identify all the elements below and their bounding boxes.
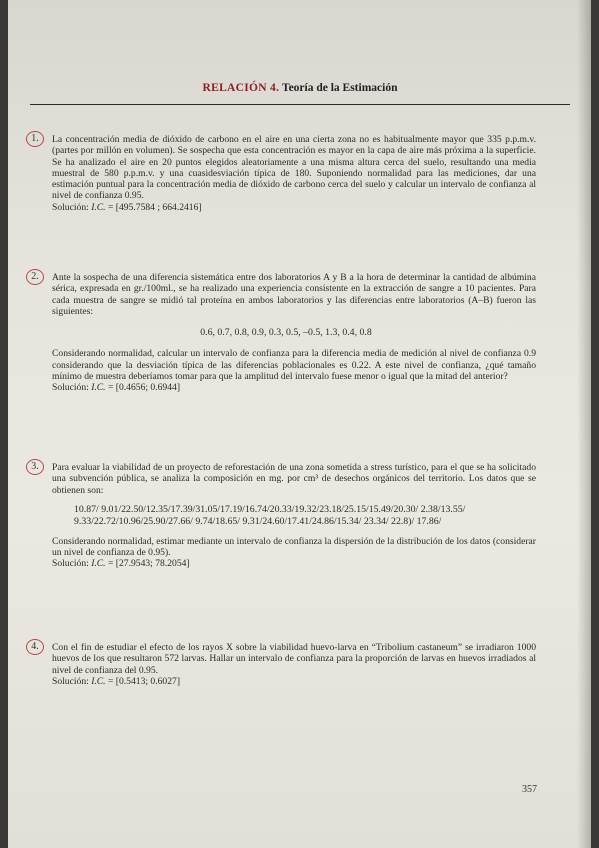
problem-number-2: 2. bbox=[26, 269, 44, 285]
solution-ic: I.C. bbox=[91, 201, 106, 213]
problem-1 bbox=[31, 133, 536, 213]
solution-value: = [27.9543; 78.2054] bbox=[107, 558, 190, 570]
solution-value: = [495.7584 ; 664.2416] bbox=[107, 201, 202, 213]
page-header bbox=[30, 82, 570, 105]
problem-2-statement: Ante la sospecha de una diferencia sistemática entre dos laboratorios A y B a la hora de determinar la cantidad de albúmina sérica, expresada en gr./100ml., se ha realizado una experiencia consistente en la extracción de sangre a 10 pacientes. Para cada muestra de sangre se midió tal proteína en ambos laboratorios y las diferencias entre laboratorios (A–B) fueron las siguientes: bbox=[52, 272, 536, 317]
page-number: 357 bbox=[522, 784, 537, 795]
solution-label: Solución: bbox=[52, 382, 89, 394]
solution-label: Solución: bbox=[52, 558, 89, 570]
problem-4 bbox=[31, 641, 536, 687]
solution-ic: I.C. bbox=[91, 382, 106, 394]
problem-number-1: 1. bbox=[26, 131, 44, 147]
header-prefix: RELACIÓN 4. bbox=[202, 82, 280, 94]
problem-2-solution bbox=[36, 382, 536, 393]
problem-number-4: 4. bbox=[26, 639, 44, 655]
problem-2-data: 0.6, 0.7, 0.8, 0.9, 0.3, 0.5, –0.5, 1.3, 0.4, 0.8 bbox=[200, 327, 372, 339]
document-page bbox=[8, 0, 591, 848]
problem-3-question: Considerando normalidad, estimar mediante un intervalo de confianza la dispersión de la distribución de los datos (considerar un nivel de confianza de 0.95). bbox=[52, 535, 536, 559]
solution-label: Solución: bbox=[52, 201, 89, 213]
problem-3 bbox=[31, 461, 536, 570]
problem-2-question: Considerando normalidad, calcular un intervalo de confianza para la diferencia media de medición al nivel de confianza 0.9 considerando que la desviación típica de las diferencias poblacionales es 0.22. A este nivel de confianza, ¿qué tamaño mínimo de muestra deberíamos tomar para que la amplitud del intervalo fuese menor o igual que la mitad del anterior? bbox=[52, 348, 536, 383]
header-title: Teoría de la Estimación bbox=[281, 82, 398, 94]
solution-ic: I.C. bbox=[91, 675, 106, 687]
solution-label: Solución: bbox=[52, 675, 89, 687]
problem-3-solution bbox=[36, 558, 536, 569]
problem-2 bbox=[31, 271, 536, 394]
problem-4-statement: Con el fin de estudiar el efecto de los rayos X sobre la viabilidad huevo-larva en “Tribolium castaneum” se irradiaron 1000 huevos de los que resultaron 572 larvas. Hallar un intervalo de confianza para la proporción de larvas en huevos irradiados al nivel de confianza del 0.95. bbox=[52, 642, 536, 676]
solution-ic: I.C. bbox=[91, 558, 106, 570]
problem-1-solution bbox=[36, 202, 536, 213]
solution-value: = [0.5413; 0.6027] bbox=[107, 675, 181, 687]
problem-number-3: 3. bbox=[26, 459, 44, 475]
problem-3-statement: Para evaluar la viabilidad de un proyecto de reforestación de una zona sometida a stress turístico, para el que se ha solicitado una subvención pública, se analiza la composición en mg. por cm³ de desechos orgánicos del territorio. Los datos que se obtienen son: bbox=[52, 462, 536, 496]
problem-1-statement: La concentración media de dióxido de carbono en el aire en una cierta zona no es habitualmente mayor que 335 p.p.m.v. (partes por millón en volumen). Se sospecha que esta concentración es mayor en la capa de aire más próxima a la superficie. Se ha analizado el aire en 20 puntos elegidos aleatoriamente a una misma altura cerca del suelo, resultando una media muestral de 580 p.p.m.v. y una cuasidesviación típica de 180. Suponiendo normalidad para las mediciones, dar una estimación puntual para la concentración media de dióxido de carbono cerca del suelo y calcular un intervalo de confianza al nivel de confianza 0.95. bbox=[52, 134, 536, 202]
solution-value: = [0.4656; 0.6944] bbox=[107, 382, 181, 394]
problem-3-data-list: 10.87/ 9.01/22.50/12.35/17.39/31.05/17.19/16.74/20.33/19.32/23.18/25.15/15.49/20.30/ 2.38/13.55/ 9.33/22.72/10.96/25.90/27.66/ 9.74/18.65/ 9.31/24.60/17.41/24.86/15.34/ 23.34/ 22.8)/ 17.86/ bbox=[74, 503, 466, 527]
problem-4-solution bbox=[36, 676, 536, 687]
